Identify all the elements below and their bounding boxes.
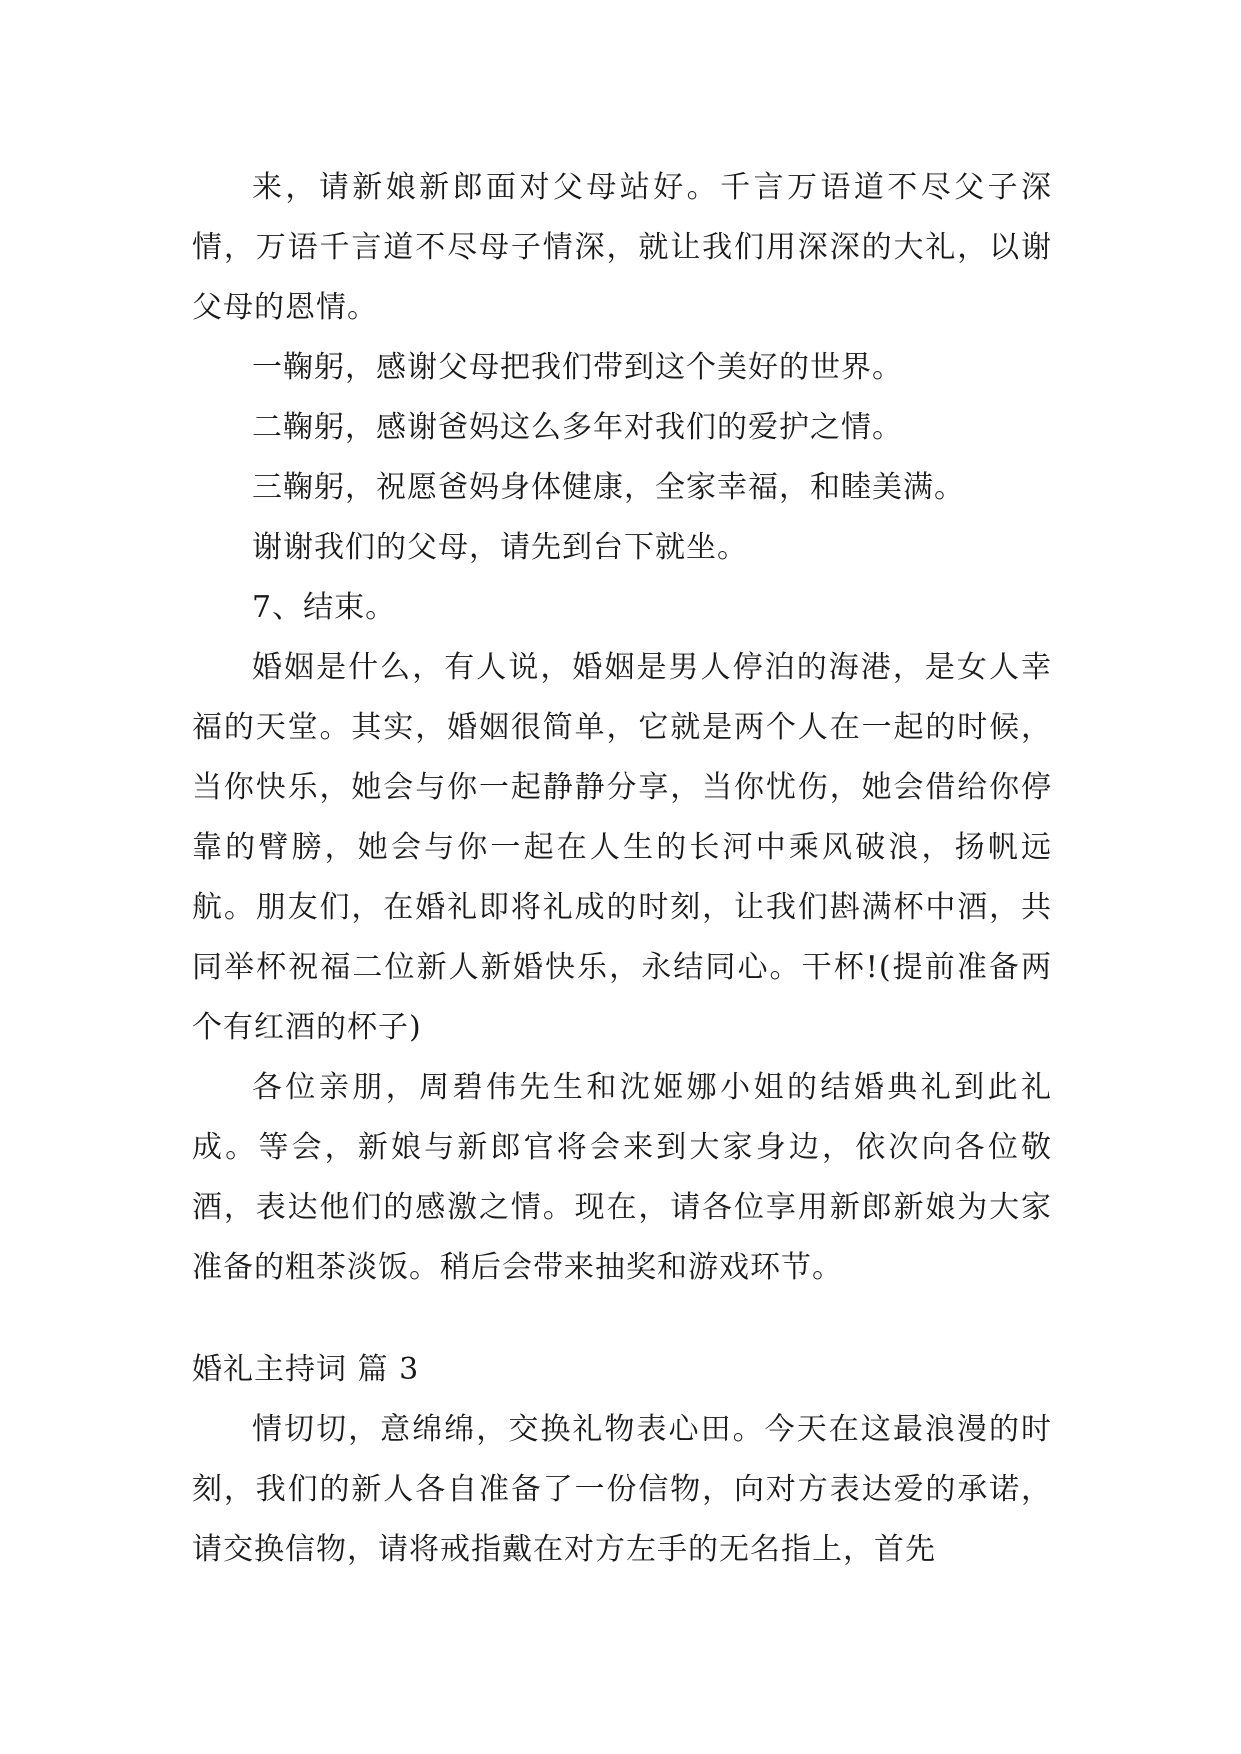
paragraph-thank-parents: 谢谢我们的父母，请先到台下就坐。 xyxy=(252,530,748,565)
section-heading: 婚礼主持词 篇 3 xyxy=(192,1352,420,1387)
paragraph-third-bow: 三鞠躬，祝愿爸妈身体健康，全家幸福，和睦美满。 xyxy=(252,470,965,505)
paragraph-ending-heading: 7、结束。 xyxy=(252,590,397,625)
paragraph-closing: 各位亲朋，周碧伟先生和沈姬娜小姐的结婚典礼到此礼成。等会，新娘与新郎官将会来到大家身边，依次向各位敬酒，表达他们的感激之情。现在，请各位享用新郎新娘为大家准备的粗茶淡饭。稍后会带来抽奖和游戏环节。 xyxy=(192,1070,1052,1285)
paragraph-first-bow: 一鞠躬，感谢父母把我们带到这个美好的世界。 xyxy=(252,350,903,385)
paragraph-second-bow: 二鞠躬，感谢爸妈这么多年对我们的爱护之情。 xyxy=(252,410,903,445)
paragraph-exchange-gifts: 情切切，意绵绵，交换礼物表心田。今天在这最浪漫的时刻，我们的新人各自准备了一份信物，向对方表达爱的承诺，请交换信物，请将戒指戴在对方左手的无名指上，首先 xyxy=(192,1412,1052,1567)
paragraph-bow-intro: 来，请新娘新郎面对父母站好。千言万语道不尽父子深情，万语千言道不尽母子情深，就让我们用深深的大礼，以谢父母的恩情。 xyxy=(192,170,1052,325)
document-page xyxy=(192,158,1052,1580)
paragraph-marriage: 婚姻是什么，有人说，婚姻是男人停泊的海港，是女人幸福的天堂。其实，婚姻很简单，它就是两个人在一起的时候，当你快乐，她会与你一起静静分享，当你忧伤，她会借给你停靠的臂膀，她会与你一起在人生的长河中乘风破浪，扬帆远航。朋友们，在婚礼即将礼成的时刻，让我们斟满杯中酒，共同举杯祝福二位新人新婚快乐，永结同心。干杯!(提前准备两个有红酒的杯子) xyxy=(192,650,1052,1045)
